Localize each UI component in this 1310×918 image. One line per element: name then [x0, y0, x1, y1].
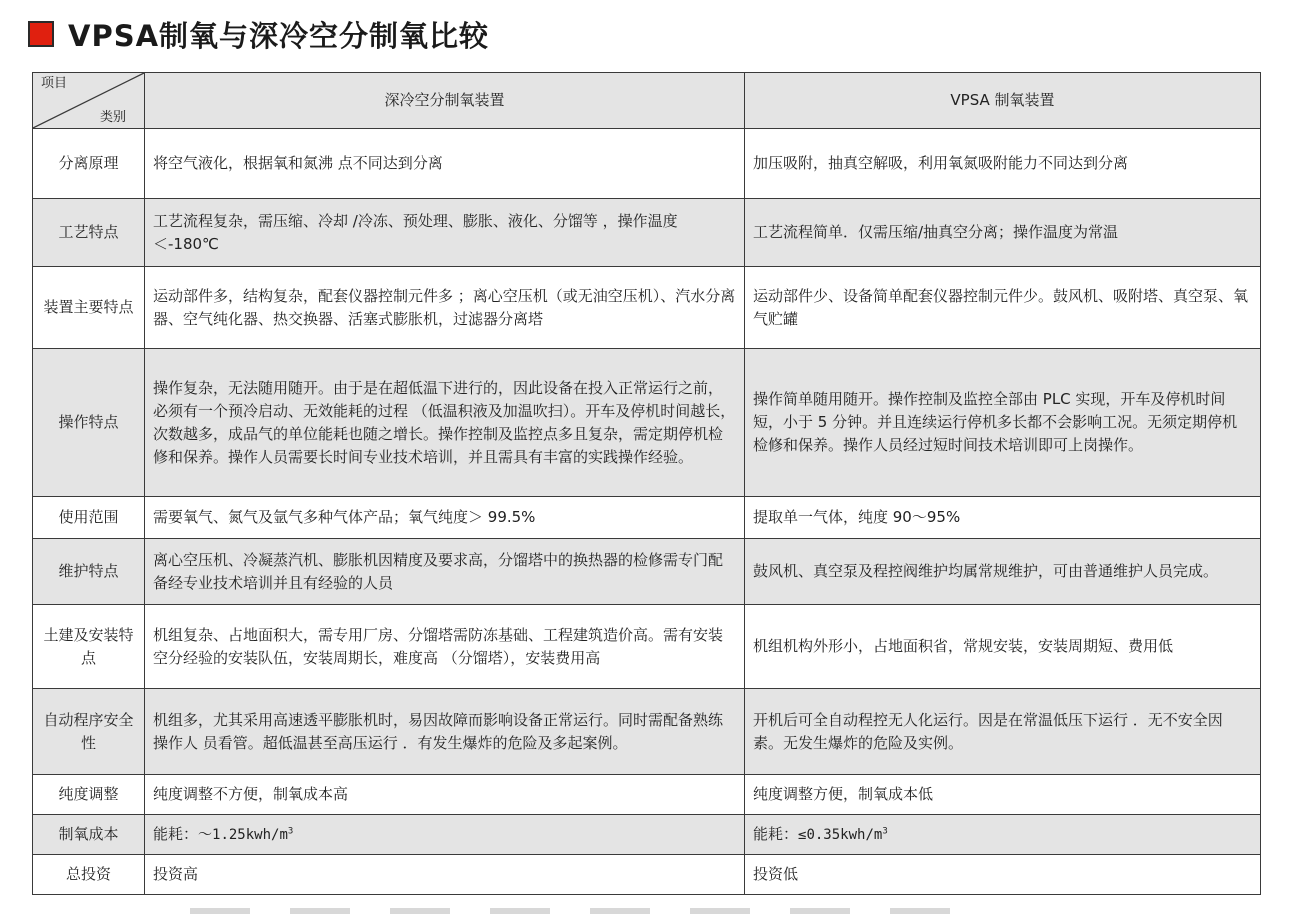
header-row: [33, 73, 1261, 129]
cryogenic-cell: 机组多，尤其采用高速透平膨胀机时，易因故障而影响设备正常运行。同时需配备熟练操作人 员看管。超低温甚至高压运行 ．有发生爆炸的危险及多起案例。: [145, 689, 745, 775]
vpsa-cell: 开机后可全自动程控无人化运行。因是在常温低压下运行 ．无不安全因素。无发生爆炸的危险及实例。: [745, 689, 1261, 775]
table-row: [33, 129, 1261, 199]
row-label: 操作特点: [33, 349, 145, 497]
corner-label-category: 类别: [99, 110, 126, 125]
energy-label: 能耗：: [753, 824, 799, 843]
vpsa-cell: 加压吸附，抽真空解吸，利用氧氮吸附能力不同达到分离: [745, 129, 1261, 199]
energy-value: $\sim 1.25kwh/m^3$: [198, 825, 294, 843]
corner-cell: [33, 73, 145, 129]
cryogenic-cell: 需要氧气、氮气及氩气多种气体产品；氧气纯度＞ 99.5%: [145, 497, 745, 539]
footer-strip: [190, 908, 950, 914]
table-row: [33, 815, 1261, 855]
comparison-table: [32, 72, 1261, 895]
table-row: [33, 349, 1261, 497]
table-row: [33, 689, 1261, 775]
corner-label-item: 项目: [41, 76, 68, 91]
cryogenic-cell: 运动部件多，结构复杂，配套仪器控制元件多 ；离心空压机（或无油空压机）、汽水分离器、空气纯化器、热交换器、活塞式膨胀机，过滤器分离塔: [145, 267, 745, 349]
vpsa-cell: 投资低: [745, 855, 1261, 895]
vpsa-cell: 工艺流程简单．仅需压缩/抽真空分离；操作温度为常温: [745, 199, 1261, 267]
table-row: [33, 539, 1261, 605]
energy-label: 能耗：: [153, 824, 199, 843]
row-label: 自动程序安全性: [33, 689, 145, 775]
vpsa-cell: 运动部件少、设备简单配套仪器控制元件少。鼓风机、吸附塔、真空泵、氧气贮罐: [745, 267, 1261, 349]
column-header-cryogenic: 深冷空分制氧装置: [145, 73, 745, 129]
vpsa-cell: 鼓风机、真空泵及程控阀维护均属常规维护，可由普通维护人员完成。: [745, 539, 1261, 605]
table-row: [33, 855, 1261, 895]
cryogenic-cell: 投资高: [145, 855, 745, 895]
table-row: [33, 605, 1261, 689]
vpsa-cell: [745, 815, 1261, 855]
vpsa-cell: 操作简单随用随开。操作控制及监控全部由 PLC 实现，开车及停机时间短，小于 5 分钟。并且连续运行停机多长都不会影响工况。无须定期停机检修和保养。操作人员经过短时间技术培训即可上岗操作。: [745, 349, 1261, 497]
cryogenic-cell: 离心空压机、冷凝蒸汽机、膨胀机因精度及要求高，分馏塔中的换热器的检修需专门配备经专业技术培训并且有经验的人员: [145, 539, 745, 605]
table-row: [33, 775, 1261, 815]
cryogenic-cell: 机组复杂、占地面积大，需专用厂房、分馏塔需防冻基础、工程建筑造价高。需有安装空分经验的安装队伍，安装周期长，难度高 （分馏塔），安装费用高: [145, 605, 745, 689]
title-bar: [28, 12, 489, 56]
table-row: [33, 497, 1261, 539]
table-row: [33, 199, 1261, 267]
row-label: 分离原理: [33, 129, 145, 199]
cryogenic-cell: 将空气液化，根据氧和氮沸 点不同达到分离: [145, 129, 745, 199]
table-row: [33, 267, 1261, 349]
row-label: 制氧成本: [33, 815, 145, 855]
row-label: 维护特点: [33, 539, 145, 605]
cryogenic-cell: 操作复杂，无法随用随开。由于是在超低温下进行的，因此设备在投入正常运行之前，必须有一个预冷启动、无效能耗的过程 （低温积液及加温吹扫）。开车及停机时间越长，次数越多，成品气的单位能耗也随之增长。操作控制及监控点多且复杂，需定期停机检修和保养。操作人员需要长时间专业技术培训，并且需具有丰富的实践操作经验。: [145, 349, 745, 497]
row-label: 使用范围: [33, 497, 145, 539]
energy-value: $\le 0.35kwh/m^3$: [798, 825, 888, 843]
cryogenic-cell: [145, 815, 745, 855]
cryogenic-cell: 工艺流程复杂，需压缩、冷却 /冷冻、预处理、膨胀、液化、分馏等 ，操作温度＜-180℃: [145, 199, 745, 267]
vpsa-cell: 提取单一气体，纯度 90～95%: [745, 497, 1261, 539]
title-square-icon: [28, 21, 54, 47]
row-label: 装置主要特点: [33, 267, 145, 349]
row-label: 总投资: [33, 855, 145, 895]
column-header-vpsa: VPSA 制氧装置: [745, 73, 1261, 129]
vpsa-cell: 纯度调整方便，制氧成本低: [745, 775, 1261, 815]
page-title: VPSA制氧与深冷空分制氧比较: [68, 18, 490, 53]
vpsa-cell: 机组机构外形小，占地面积省，常规安装，安装周期短、费用低: [745, 605, 1261, 689]
cryogenic-cell: 纯度调整不方便，制氧成本高: [145, 775, 745, 815]
row-label: 纯度调整: [33, 775, 145, 815]
row-label: 土建及安装特点: [33, 605, 145, 689]
row-label: 工艺特点: [33, 199, 145, 267]
